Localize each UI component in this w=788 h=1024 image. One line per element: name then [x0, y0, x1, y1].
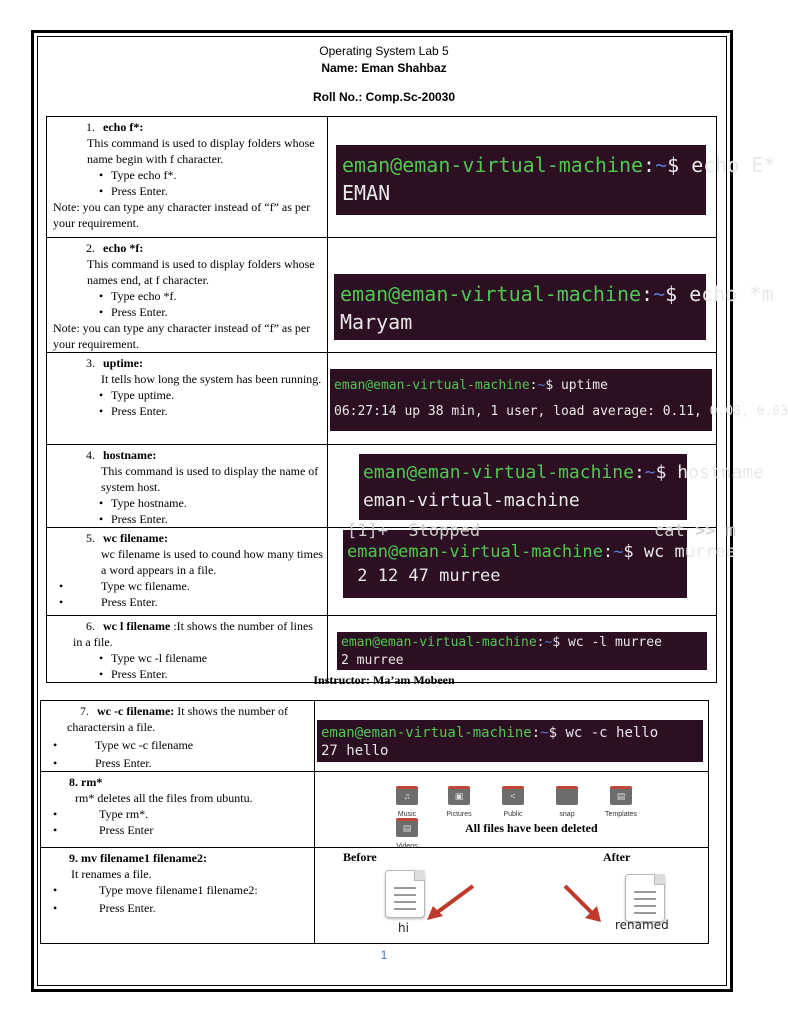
terminal-command: $ wc murree	[623, 542, 736, 562]
folder-label: Pictures	[446, 811, 472, 818]
after-label: After	[603, 850, 631, 864]
lab-title: Operating System Lab 5	[319, 44, 449, 58]
step-item: • Press Enter.	[47, 900, 310, 916]
commands-table-2	[40, 700, 709, 944]
step-item: • Press Enter.	[47, 755, 310, 771]
command-title: echo f*:	[103, 120, 144, 134]
command-title-rest: It shows the number of charactersin a file.	[67, 704, 288, 734]
terminal-screenshot: [1]+ Stopped cat >> m eman@eman-virtual-machine:~$ wc murree 2 12 47 murree	[343, 530, 687, 598]
arrow-right-icon	[561, 882, 605, 924]
command-title-rest: :It shows the number of lines in a file.	[73, 619, 313, 649]
templates-folder-icon: ▤ Templates	[599, 786, 643, 823]
row-number: 8.	[69, 775, 78, 789]
step-item: • Press Enter.	[53, 666, 323, 682]
terminal-output: 2 murree	[341, 653, 404, 668]
terminal-prompt: eman@eman-virtual-machine	[363, 462, 634, 483]
command-description: rm* deletes all the files from ubuntu.	[75, 791, 253, 805]
terminal-path: ~	[544, 635, 553, 650]
row-number: 1.	[86, 120, 95, 134]
folder-label: Videos	[396, 843, 418, 850]
terminal-screenshot: eman@eman-virtual-machine:~$ wc -c hello 27 hello	[317, 720, 703, 762]
file-before-name: hi	[398, 921, 409, 935]
step-item: • Press Enter	[47, 822, 310, 838]
public-folder-icon: < Public	[491, 786, 535, 823]
folder-label: snap	[559, 811, 575, 818]
terminal-command: $ wc -c hello	[548, 725, 659, 741]
terminal-prompt: eman@eman-virtual-machine	[340, 282, 642, 306]
terminal-screenshot: eman@eman-virtual-machine:~$ echo *m Maryam	[334, 274, 706, 340]
step-item: • Press Enter.	[53, 304, 323, 320]
folder-label: Public	[503, 811, 523, 818]
roll-number: Roll No.: Comp.Sc-20030	[312, 90, 456, 104]
terminal-prompt: eman@eman-virtual-machine	[334, 378, 530, 393]
command-row-echo-star-f	[47, 238, 717, 353]
row-number: 2.	[86, 241, 95, 255]
file-after-name: renamed	[615, 918, 669, 932]
command-description: This command is used to display folders whose name begin with f character.	[87, 136, 315, 166]
step-item: • Type echo *f.	[53, 288, 323, 304]
step-item: • Type wc -c filename	[47, 737, 310, 753]
command-row-echo-f-star	[47, 117, 717, 238]
step-item: • Type uptime.	[53, 387, 323, 403]
command-note: Note: you can type any character instead of “f” as per your requirement.	[53, 200, 311, 230]
row-number: 4.	[86, 448, 95, 462]
command-title: wc -c filename:	[97, 704, 175, 718]
terminal-path: ~	[655, 153, 668, 177]
step-item: • Type wc -l filename	[53, 650, 323, 666]
terminal-prompt: eman@eman-virtual-machine	[341, 635, 537, 650]
command-row-hostname	[47, 445, 717, 528]
terminal-path: ~	[537, 378, 546, 393]
music-folder-icon: ♫ Music	[385, 786, 429, 823]
terminal-previous-line: [1]+ Stopped cat >> m	[347, 521, 736, 541]
command-description: wc filename is used to cound how many times a word appears in a file.	[101, 547, 323, 577]
terminal-prompt: eman@eman-virtual-machine	[342, 153, 644, 177]
terminal-command: $ echo *m	[665, 282, 774, 306]
command-row-wc-c	[41, 701, 709, 772]
terminal-path: ~	[540, 725, 549, 741]
arrow-left-icon	[423, 882, 479, 922]
command-title: rm*	[81, 775, 103, 789]
terminal-path: ~	[613, 542, 624, 562]
commands-table-1	[46, 116, 788, 683]
step-item: • Press Enter.	[53, 511, 323, 527]
row-number: 5.	[86, 531, 95, 545]
step-item: • Press Enter.	[53, 183, 323, 199]
command-title: wc filename:	[103, 531, 168, 545]
step-item: • Type echo f*.	[53, 167, 323, 183]
command-row-rm	[41, 772, 709, 848]
terminal-output: 2 12 47 murree	[347, 566, 501, 586]
step-item: • Type move filename1 filename2:	[47, 882, 310, 898]
terminal-output: 27 hello	[321, 743, 389, 759]
command-title: wc l filename	[103, 619, 171, 633]
terminal-command: $ hostname	[655, 462, 764, 483]
terminal-screenshot: eman@eman-virtual-machine:~$ hostname eman-virtual-machine	[359, 454, 687, 520]
command-title: echo *f:	[103, 241, 144, 255]
command-row-wc	[47, 528, 717, 616]
terminal-path: ~	[653, 282, 666, 306]
row-number: 6.	[86, 619, 95, 633]
terminal-output: EMAN	[342, 181, 391, 205]
command-row-uptime	[47, 353, 717, 445]
row-number: 9.	[69, 851, 78, 865]
terminal-prompt: eman@eman-virtual-machine	[321, 725, 532, 741]
command-row-mv	[41, 848, 709, 944]
terminal-screenshot: eman@eman-virtual-machine:~$ echo E* EMAN	[336, 145, 706, 215]
pictures-folder-icon: ▣ Pictures	[437, 786, 481, 823]
command-title: uptime:	[103, 356, 143, 370]
row-number: 7.	[80, 704, 89, 718]
command-note: Note: you can type any character instead of “f” as per your requirement.	[53, 321, 311, 351]
terminal-output: 06:27:14 up 38 min, 1 user, load average: 0.11, 0.08, 0.03	[334, 404, 788, 419]
terminal-prompt: eman@eman-virtual-machine	[347, 542, 603, 562]
terminal-output: eman-virtual-machine	[363, 490, 580, 511]
command-description: This command is used to display folders whose names end, at f character.	[87, 257, 315, 287]
file-before-icon	[385, 870, 425, 918]
terminal-command: $ echo E*	[667, 153, 776, 177]
before-label: Before	[343, 850, 377, 864]
terminal-screenshot: eman@eman-virtual-machine:~$ wc -l murree 2 murree	[337, 632, 707, 670]
terminal-path: ~	[644, 462, 656, 483]
row-number: 3.	[86, 356, 95, 370]
step-item: • Type hostname.	[53, 495, 323, 511]
terminal-command: $ wc -l murree	[552, 635, 662, 650]
student-name: Name: Eman Shahbaz	[321, 61, 447, 75]
step-item: • Type rm*.	[47, 806, 310, 822]
terminal-output: Maryam	[340, 310, 413, 334]
step-item: • Press Enter.	[53, 403, 323, 419]
videos-folder-icon: ▤ Videos	[385, 818, 429, 855]
page-number: 1	[380, 948, 388, 962]
command-title: mv filename1 filename2:	[81, 851, 207, 865]
terminal-command: $ uptime	[545, 378, 608, 393]
instructor-line: Instructor: Ma’am Mobeen	[313, 673, 455, 687]
step-item: • Press Enter.	[53, 594, 323, 610]
snap-folder-icon	[545, 786, 589, 823]
folder-label: Templates	[605, 811, 637, 818]
command-description: It tells how long the system has been running.	[101, 372, 322, 386]
step-item: • Type wc filename.	[53, 578, 323, 594]
deleted-caption: All files have been deleted	[465, 821, 598, 835]
file-after-icon	[625, 874, 665, 922]
command-description: This command is used to display the name of system host.	[101, 464, 319, 494]
folder-label: Music	[397, 811, 417, 818]
terminal-screenshot: eman@eman-virtual-machine:~$ uptime 06:27:14 up 38 min, 1 user, load average: 0.11, 0.08, 0.03	[330, 369, 712, 431]
command-title: hostname:	[103, 448, 157, 462]
command-description: It renames a file.	[71, 867, 152, 881]
